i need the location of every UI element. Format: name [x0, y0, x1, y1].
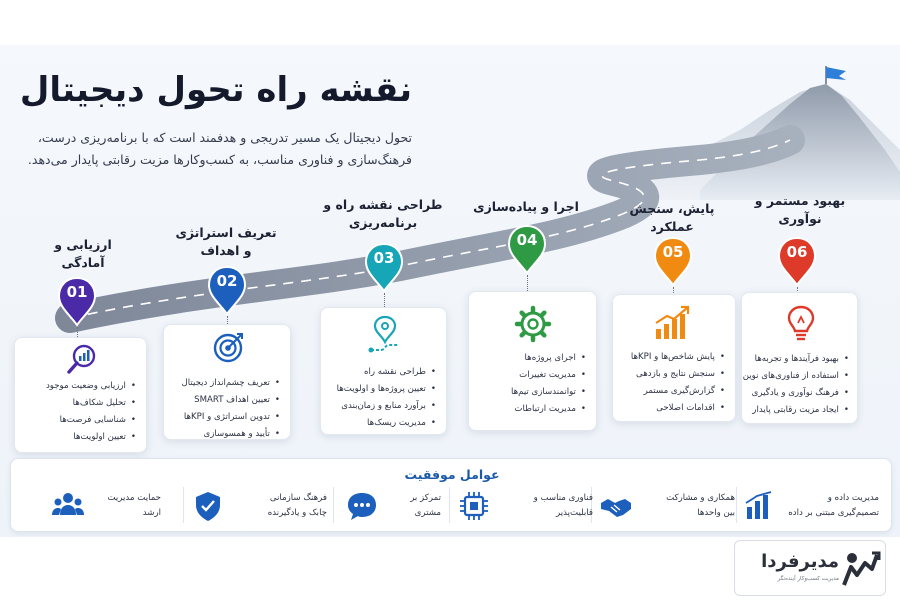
divider: [333, 487, 334, 523]
divider: [183, 487, 184, 523]
list-item: • تعیین اولویت‌ها: [18, 429, 136, 446]
list-item: • اقدامات اصلاحی: [613, 400, 725, 417]
team-icon: [51, 489, 85, 523]
chat-bubble-icon: [345, 489, 379, 523]
step-05-bullets: [613, 349, 725, 417]
intro-text: تحول دیجیتال یک مسیر تدریجی و هدفمند است که با برنامه‌ریزی درست، فرهنگ‌سازی و فناوری مناسب، به کسب‌وکارها مزیت رقابتی پایدار می‌دهد.: [27, 130, 412, 167]
brand-mark-icon: [839, 549, 881, 589]
step-title-05: پایش، سنجش عملکرد: [629, 201, 715, 234]
list-item: • تعریف چشم‌انداز دیجیتال: [166, 375, 280, 392]
growth-chart-icon: [653, 305, 693, 341]
list-item: • تحلیل شکاف‌ها: [18, 395, 136, 412]
success-factors-panel: [10, 458, 892, 532]
list-item: • اجرای پروژه‌ها: [472, 350, 586, 367]
step-pin-03: 03: [365, 243, 403, 293]
brand-tagline: مدیریت کسب‌وکار آینده‌نگر: [777, 576, 839, 582]
step-01-bullets: [18, 378, 136, 446]
step-title-02: تعریف استراتژی و اهداف: [175, 225, 277, 258]
list-item: • مدیریت تغییرات: [472, 367, 586, 384]
step-title-06: بهبود مستمر و نوآوری: [754, 193, 846, 226]
factor-leadership: حمایت مدیریت ارشد: [51, 489, 171, 529]
magnifier-chart-icon: [65, 342, 99, 376]
route-pin-icon: [367, 314, 403, 354]
step-card-02: [163, 324, 291, 440]
step-card-05: [612, 294, 736, 422]
list-item: • ایجاد مزیت رقابتی پایدار: [737, 402, 849, 419]
data-bars-icon: [743, 489, 777, 523]
list-item: • مدیریت ارتباطات: [472, 401, 586, 418]
step-03-bullets: [322, 364, 436, 432]
step-title-04: اجرا و پیاده‌سازی: [473, 199, 579, 214]
step-card-03: [320, 307, 447, 435]
success-factors-title: عوامل موفقیت: [404, 467, 500, 482]
list-item: • ارزیابی وضعیت موجود: [18, 378, 136, 395]
list-item: • مدیریت ریسک‌ها: [322, 415, 436, 432]
step-pin-04: 04: [508, 225, 546, 275]
factor-collaboration: همکاری و مشارکت بین واحدها: [599, 489, 729, 529]
target-icon: [211, 331, 245, 365]
divider: [736, 487, 737, 523]
step-title-03: طراحی نقشه راه و برنامه‌ریزی: [323, 197, 443, 230]
list-item: • شناسایی فرصت‌ها: [18, 412, 136, 429]
step-04-bullets: [472, 350, 586, 418]
step-card-01: [14, 337, 147, 453]
brand-logo: [734, 540, 886, 596]
list-item: • سنجش نتایج و بازدهی: [613, 366, 725, 383]
connector-03: [384, 293, 385, 307]
factor-technology: فناوری مناسب و قابلیت‌پذیر: [457, 489, 587, 529]
list-item: • تأیید و همسوسازی: [166, 426, 280, 443]
chip-icon: [457, 489, 491, 523]
factor-culture: فرهنگ سازمانی چابک و یادگیرنده: [191, 489, 325, 529]
list-item: • توانمندسازی تیم‌ها: [472, 384, 586, 401]
list-item: • استفاده از فناوری‌های نوین: [737, 368, 849, 385]
shield-check-icon: [191, 489, 225, 523]
list-item: • تعیین پروژه‌ها و اولویت‌ها: [322, 381, 436, 398]
step-pin-01: 01: [58, 277, 96, 327]
step-title-01: ارزیابی و آمادگی: [54, 237, 112, 270]
list-item: • پایش شاخص‌ها و KPIها: [613, 349, 725, 366]
list-item: • تدوین استراتژی و KPIها: [166, 409, 280, 426]
list-item: • طراحی نقشه راه: [322, 364, 436, 381]
brand-name: مدیرفردا: [761, 551, 839, 572]
page-title: نقشه راه تحول دیجیتال: [19, 70, 412, 110]
list-item: • فرهنگ نوآوری و یادگیری: [737, 385, 849, 402]
factor-data-management: مدیریت داده و تصمیم‌گیری مبتنی بر داده: [743, 489, 883, 529]
step-pin-06: 06: [778, 237, 816, 287]
step-pin-02: 02: [208, 266, 246, 316]
gear-icon: [513, 304, 553, 344]
handshake-icon: [599, 489, 633, 523]
list-item: • برآورد منابع و زمان‌بندی: [322, 398, 436, 415]
lightbulb-icon: [784, 303, 818, 343]
list-item: • بهبود فرآیندها و تجربه‌ها: [737, 351, 849, 368]
step-pin-05: 05: [654, 237, 692, 287]
step-02-bullets: [166, 375, 280, 443]
factor-customer-focus: تمرکز بر مشتری: [345, 489, 445, 529]
list-item: • گزارش‌گیری مستمر: [613, 383, 725, 400]
list-item: • تعیین اهداف SMART: [166, 392, 280, 409]
step-06-bullets: [737, 351, 849, 419]
step-card-06: [741, 292, 858, 424]
divider: [449, 487, 450, 523]
step-card-04: [468, 291, 597, 431]
